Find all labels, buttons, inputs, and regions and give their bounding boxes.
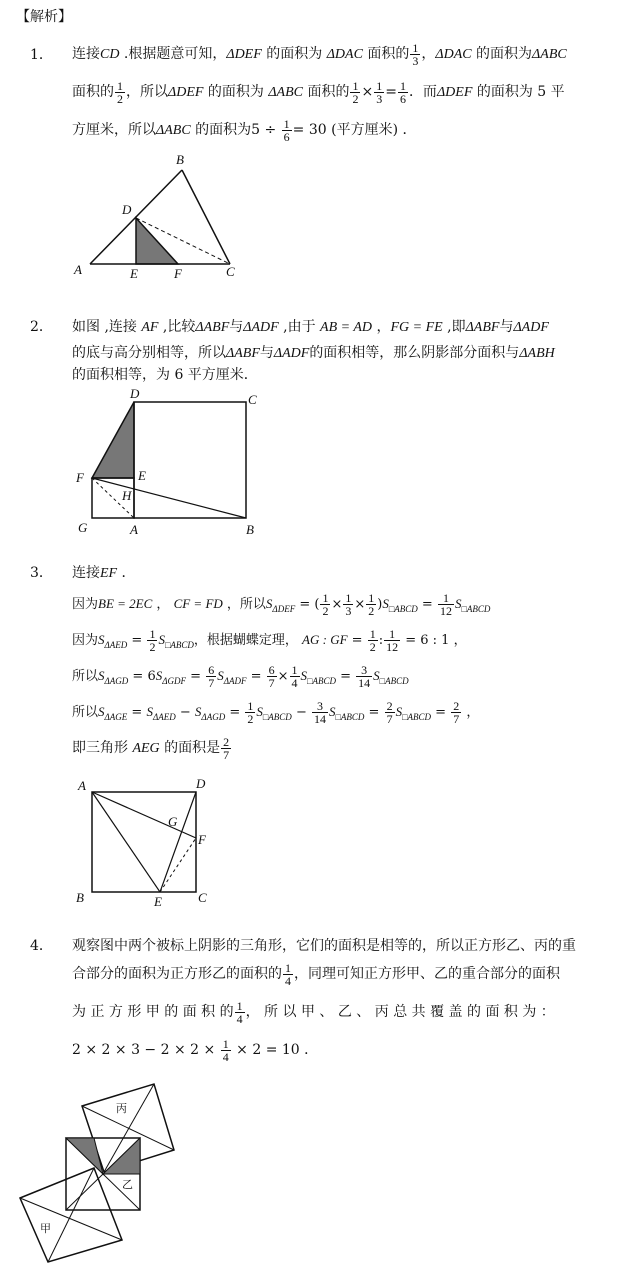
fig2-label-d: D: [130, 388, 140, 401]
fig3-label-c: C: [198, 890, 207, 905]
problem-3-number: 3．: [30, 565, 53, 581]
fig4-label-jia: 甲: [40, 1222, 51, 1235]
problem-4-figure: [14, 1076, 204, 1266]
problem-3-line-2: 因为BE = 2EC ， CF = FD ，所以$S_{\Delta DEF}$ = ( $\frac{1}{2}$ × $\frac{1}{3}$ × $\frac{1}{2}$ )$S_{□ABCD}$ = $\frac{1}{12}$ $S_{□ABCD}$: [72, 591, 491, 618]
problem-3-line-3: 因为$S_{\Delta AED}$ = $\frac{1}{2}$ $S_{□ABCD}$，根据蝴蝶定理， AG : GF = $\frac{1}{2}$ : $\frac{1}{12}$ = 6 : 1 ，: [72, 627, 467, 654]
problem-4-line-3: 为 正 方 形 甲 的 面 积 的 $\frac{1}{4}$ ， 所 以 甲 、 乙 、 丙 总 共 覆 盖 的 面 积 为 ：: [72, 998, 555, 1026]
shaded-triangle-right: [103, 1138, 140, 1174]
shaded-triangle-def: [136, 218, 178, 264]
fig4-label-yi: 乙: [122, 1178, 133, 1191]
fig3-label-a: A: [78, 778, 86, 793]
fig2-label-f: F: [76, 470, 84, 485]
problem-3-line-6: 即三角形 AEG 的面积是 $\frac{2}{7}$: [72, 734, 230, 762]
fig2-label-b: B: [246, 522, 254, 537]
fig2-label-h: H: [122, 488, 132, 503]
problem-2-figure: [70, 388, 270, 538]
problem-3-line-5: 所以$S_{\Delta AGE} = S_{\Delta AED} - S_{\Delta AGD}$ = $\frac{1}{2}$ $S_{□ABCD}$ − $\frac{3}{14}$ $S_{□ABCD}$ = $\frac{2}{7}$ $S_{□ABCD}$ = $\frac{2}{7}$ ，: [72, 699, 480, 726]
problem-4-line-4: 2 × 2 × 3 − 2 × 2 × $\frac{1}{4}$ × 2 = 10 ．: [72, 1036, 319, 1064]
problem-2-line-3: 的面积相等，为 6 平方厘米．: [72, 367, 258, 383]
fig1-label-d: D: [122, 202, 132, 217]
problem-1-line-1: 连接CD .根据题意可知，ΔDEF 的面积为 ΔDAC 面积的 $\frac{1}{3}$ ，ΔDAC 的面积为ΔABC: [72, 40, 567, 68]
shaded-triangle-adf: [92, 402, 134, 478]
problem-2-line-1: 如图 ,连接 AF ,比较ΔABF与ΔADF ,由于 AB = AD ，FG = FE ,即ΔABF与ΔADF: [72, 319, 549, 335]
fig3-label-e: E: [154, 894, 162, 909]
fig1-label-c: C: [226, 264, 235, 279]
fig2-label-a: A: [130, 522, 138, 537]
fig3-label-g: G: [168, 814, 178, 829]
fig3-label-b: B: [76, 890, 84, 905]
problem-1-figure: [70, 150, 250, 285]
problem-2-line-2: 的底与高分别相等，所以ΔABF与ΔADF的面积相等，那么阴影部分面积与ΔABH: [72, 345, 555, 361]
fig3-label-f: F: [198, 832, 206, 847]
fig1-label-b: B: [176, 152, 184, 167]
problem-2-number: 2．: [30, 319, 53, 335]
shaded-triangle-left: [66, 1138, 103, 1174]
problem-1-number: 1．: [30, 47, 53, 63]
problem-1-line-3: 方厘米，所以ΔABC 的面积为5 ÷ $\frac{1}{6}$ = 30 (平方厘米) ．: [72, 116, 417, 144]
fig2-label-g: G: [78, 520, 88, 535]
fig2-label-e: E: [138, 468, 146, 483]
fig3-label-d: D: [196, 776, 206, 791]
fig1-label-f: F: [174, 266, 182, 281]
problem-4-line-2: 合部分的面积为正方形乙的面积的 $\frac{1}{4}$ ，同理可知正方形甲、乙的重合部分的面积: [72, 960, 560, 988]
problem-3-line-1: 连接EF ．: [72, 565, 136, 581]
fig1-label-a: A: [74, 262, 82, 277]
problem-3-line-4: 所以$S_{\Delta AGD} = 6S_{\Delta GDF}$ = $\frac{6}{7}$ $S_{\Delta ADF}$ = $\frac{6}{7}$ × $\frac{1}{4}$ $S_{□ABCD}$ = $\frac{3}{14}$ $S_{□ABCD}$: [72, 663, 409, 690]
problem-4-line-1: 观察图中两个被标上阴影的三角形，它们的面积是相等的，所以正方形乙、丙的重: [72, 938, 576, 954]
problem-1-line-2: 面积的 $\frac{1}{2}$ ，所以ΔDEF 的面积为 ΔABC 面积的 $\frac{1}{2}$ × $\frac{1}{3}$ = $\frac{1}{6}$ ．而ΔDEF 的面积为 5 平: [72, 78, 565, 106]
fig1-label-e: E: [130, 266, 138, 281]
fig4-label-bing: 丙: [116, 1102, 127, 1115]
problem-3-figure: [70, 772, 220, 912]
problem-4-number: 4．: [30, 938, 53, 954]
fig2-label-c: C: [248, 392, 257, 407]
solution-header: 【解析】: [16, 9, 72, 25]
